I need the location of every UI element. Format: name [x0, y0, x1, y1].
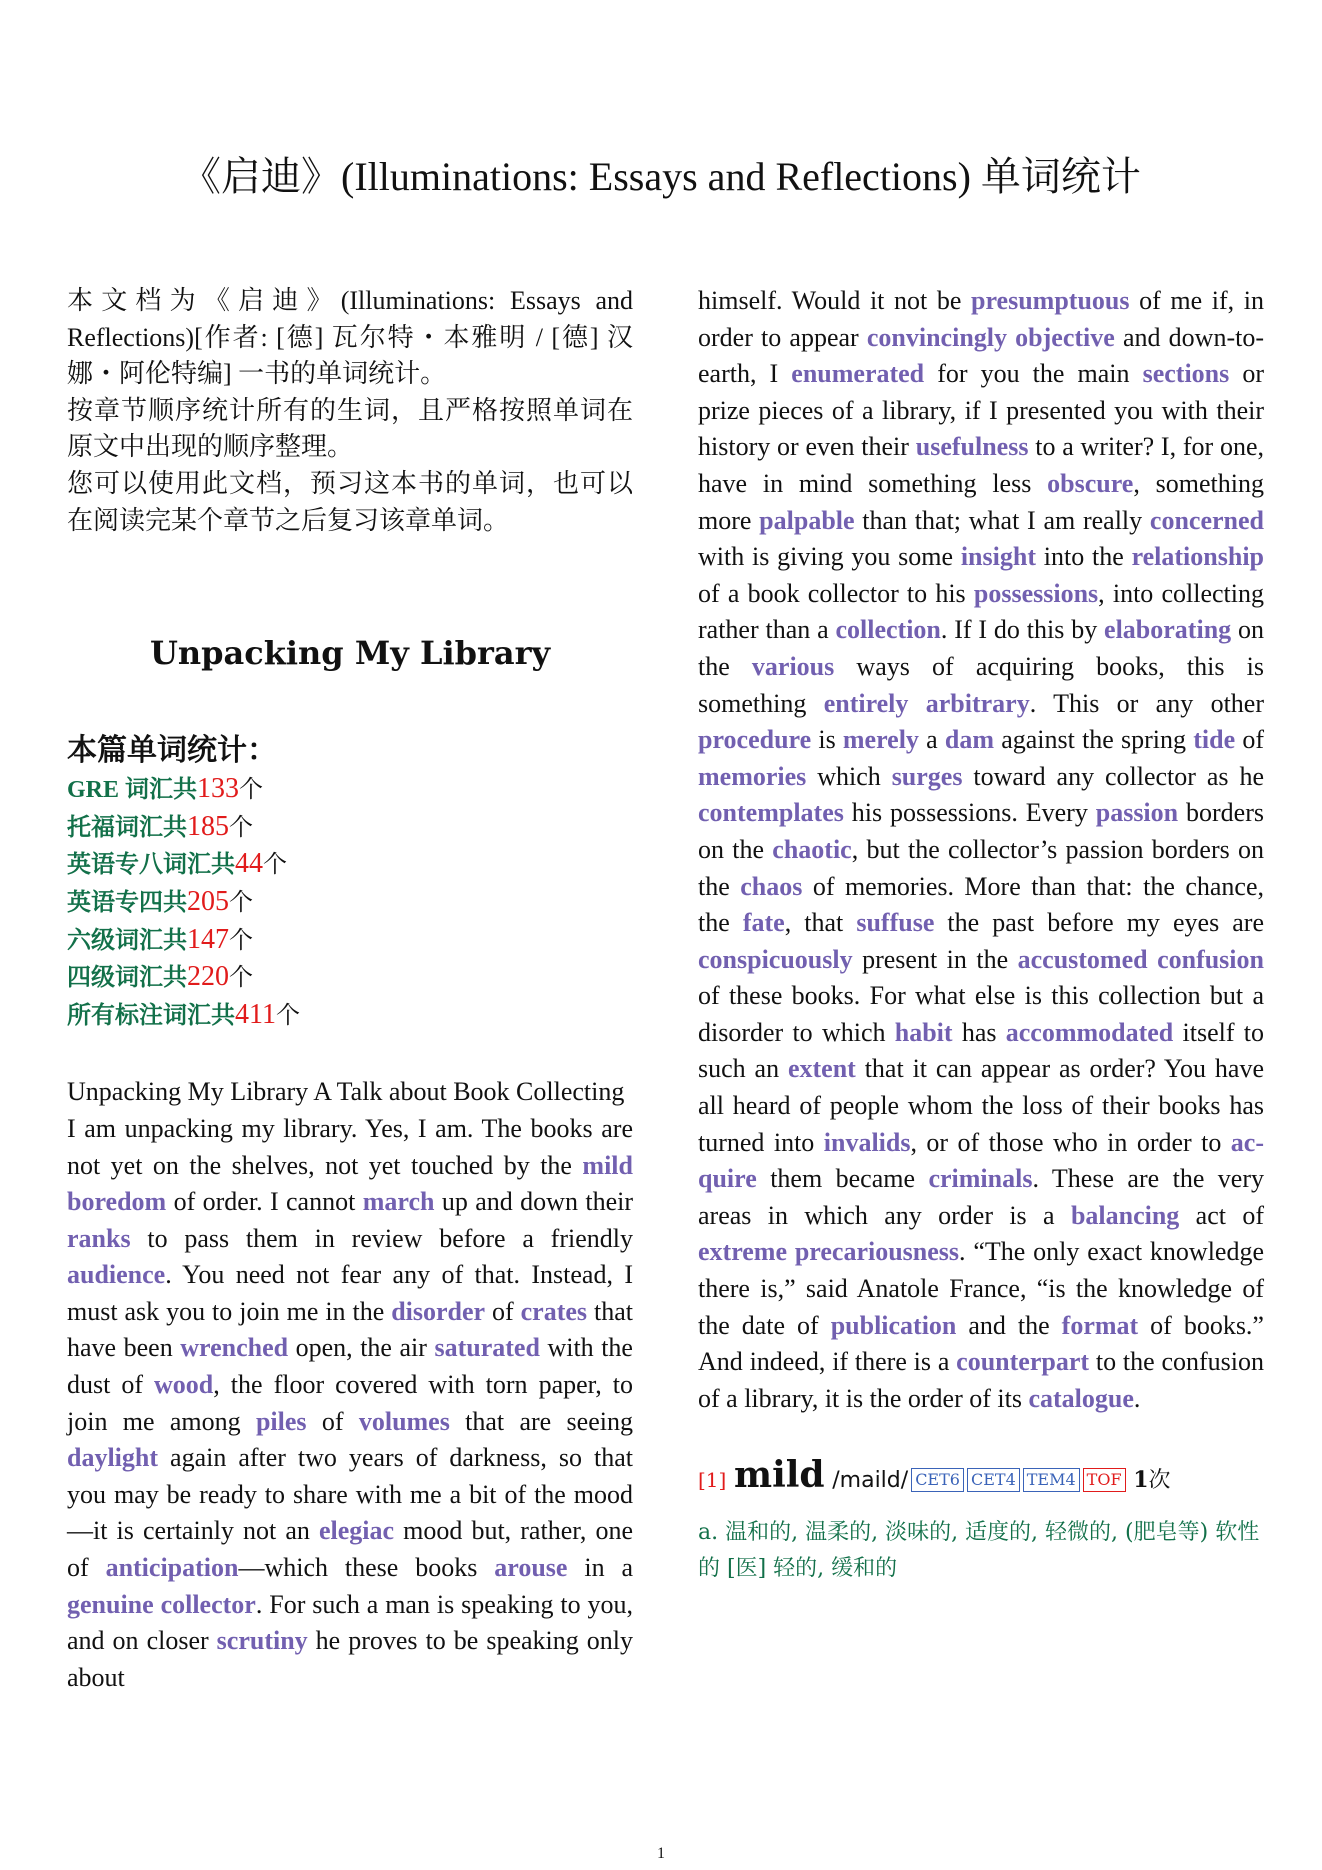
highlighted-word: entirely arbitrary — [823, 688, 1030, 718]
body-text-segment: his possessions. Every — [843, 798, 1096, 828]
highlighted-word: merely — [842, 725, 919, 755]
stat-row — [67, 922, 633, 960]
highlighted-word: possessions — [973, 578, 1099, 608]
highlighted-word: wrenched — [180, 1333, 289, 1363]
body-text-segment: , something more — [698, 468, 1264, 535]
highlighted-word: insight — [960, 542, 1036, 572]
vocab-definition: a. 温和的, 温柔的, 淡味的, 适度的, 轻微的, (肥皂等) 软性的 [医] 轻的, 缓和的 — [698, 1520, 1260, 1582]
body-text-segment: . These are the very areas in which any order is a — [698, 1164, 1265, 1230]
essay-body-left — [67, 1111, 633, 1697]
body-text-segment: of me if, in order to appear — [698, 286, 1264, 352]
highlighted-word: publication — [830, 1310, 957, 1340]
body-text-segment: against the spring — [994, 725, 1194, 755]
highlighted-word: elegiac — [318, 1516, 395, 1546]
body-text-segment: himself. Would it not be — [698, 286, 972, 315]
body-text-segment: for you the main — [924, 359, 1143, 389]
left-column — [67, 283, 633, 1696]
body-text-segment: the past before my eyes are — [934, 908, 1264, 938]
vocab-entry — [698, 1455, 1264, 1587]
body-text-segment: them became — [756, 1164, 929, 1194]
body-text-segment: with is giving you some — [698, 542, 961, 572]
stats-list — [67, 771, 633, 1034]
stat-count: 205 — [187, 885, 229, 917]
body-text-segment: . If I do this by — [940, 615, 1105, 645]
stat-row — [67, 809, 633, 847]
stat-count: 44 — [235, 848, 263, 880]
section-heading: Unpacking My Library — [149, 634, 551, 673]
stat-label: GRE 词汇共 — [67, 777, 198, 804]
body-text-segment: that it can appear as order? You have all heard of people whom the loss of their books has turned into — [698, 1054, 1265, 1157]
body-text-segment: , but the collector’s passion borders on the — [698, 834, 1265, 901]
body-text-segment: —which these books — [238, 1553, 495, 1583]
highlighted-word: daylight — [67, 1443, 159, 1473]
stat-label: 英语专四共 — [67, 889, 187, 916]
stat-unit: 个 — [239, 775, 264, 804]
body-text-segment: on the — [698, 615, 1265, 681]
body-text-segment: present in the — [852, 944, 1018, 974]
stat-unit: 个 — [275, 1000, 300, 1029]
body-text-segment: borders on the — [698, 798, 1264, 864]
body-text-segment: that are seeing — [449, 1406, 633, 1436]
highlighted-word: crates — [520, 1296, 588, 1326]
highlighted-word: ranks — [67, 1223, 131, 1253]
highlighted-word: accommodated — [1005, 1017, 1174, 1047]
body-text-segment: of order. I cannot — [166, 1187, 363, 1217]
highlighted-word: piles — [255, 1406, 307, 1436]
stat-count: 133 — [197, 773, 240, 805]
highlighted-word: palpable — [759, 505, 855, 535]
right-column — [698, 283, 1264, 1587]
highlighted-word: concerned — [1149, 505, 1264, 535]
vocab-frequency-unit: 次 — [1148, 1468, 1171, 1494]
stat-row — [67, 884, 633, 922]
stat-unit: 个 — [263, 850, 287, 879]
highlighted-word: elaborating — [1104, 615, 1232, 645]
body-text-segment: I am unpacking my library. Yes, I am. The books are not yet on the shelves, not yet touched by the — [67, 1113, 633, 1180]
highlighted-word: acquire — [698, 1127, 1265, 1194]
highlighted-word: audience — [67, 1260, 166, 1290]
body-text-segment: is — [811, 725, 843, 755]
body-text-segment: a — [918, 725, 945, 755]
body-text-segment: of a book collector to his — [698, 578, 974, 608]
body-text-segment: up and down their — [434, 1187, 633, 1217]
highlighted-word: sections — [1142, 359, 1230, 389]
highlighted-word: extent — [787, 1054, 856, 1084]
body-text-segment: to the confusion of a library, it is the order of its — [698, 1347, 1264, 1413]
highlighted-word: obscure — [1047, 468, 1134, 498]
body-text-segment: toward any collector as he — [962, 761, 1264, 791]
highlighted-word: procedure — [698, 725, 812, 755]
vocab-frequency: 1 — [1133, 1467, 1149, 1494]
highlighted-word: anticipation — [105, 1553, 239, 1583]
stat-count: 411 — [235, 998, 276, 1030]
highlighted-word: various — [751, 651, 835, 681]
highlighted-word: disorder — [391, 1296, 486, 1326]
stat-row — [67, 771, 633, 809]
body-text-segment: and down-to-earth, I — [698, 322, 1264, 389]
highlighted-word: accustomed confusion — [1017, 944, 1264, 974]
highlighted-word: relationship — [1131, 542, 1264, 572]
body-text-segment: of books.” And indeed, if there is a — [698, 1310, 1264, 1377]
highlighted-word: wood — [154, 1370, 214, 1400]
essay-body-right — [698, 283, 1264, 1417]
intro — [67, 283, 633, 539]
intro-paragraph: 按章节顺序统计所有的生词，且严格按照单词在原文中出现的顺序整理。 — [67, 395, 633, 462]
highlighted-word: convincingly objective — [866, 322, 1115, 352]
stats-heading: 本篇单词统计： — [67, 734, 277, 768]
highlighted-word: memories — [698, 761, 807, 791]
highlighted-word: passion — [1095, 798, 1179, 828]
highlighted-word: collection — [835, 615, 941, 645]
exam-tag: TOF — [1083, 1468, 1126, 1492]
highlighted-word: contemplates — [698, 798, 844, 828]
stat-count: 147 — [187, 923, 229, 955]
vocab-pronunciation: /maild/ — [832, 1468, 909, 1494]
highlighted-word: invalids — [823, 1127, 911, 1157]
body-text-segment: into the — [1035, 542, 1132, 572]
highlighted-word: dam — [944, 725, 995, 755]
highlighted-word: habit — [894, 1017, 953, 1047]
body-text-segment: . This or any other — [1029, 688, 1264, 718]
stat-row — [67, 997, 633, 1035]
highlighted-word: catalogue — [1028, 1383, 1134, 1413]
body-text-segment: of — [1235, 725, 1264, 755]
body-text-segment: that have been — [67, 1296, 633, 1363]
highlighted-word: arouse — [494, 1553, 568, 1583]
body-text-segment: to a writer? I, for one, have in mind something less — [698, 432, 1265, 498]
highlighted-word: fate — [742, 908, 785, 938]
stat-row — [67, 846, 633, 884]
body-text-segment: . — [1133, 1383, 1141, 1413]
body-text-segment: he proves to be speaking only about — [67, 1626, 634, 1692]
body-text-segment: , into collecting rather than a — [698, 578, 1265, 645]
highlighted-word: balancing — [1070, 1200, 1180, 1230]
stat-unit: 个 — [229, 812, 253, 841]
stat-unit: 个 — [229, 963, 253, 992]
highlighted-word: criminals — [928, 1164, 1033, 1194]
body-text-segment: in a — [567, 1553, 633, 1583]
stat-count: 185 — [187, 810, 229, 842]
body-text-segment: mood but, rather, one of — [67, 1516, 633, 1583]
stat-label: 英语专八词汇共 — [67, 852, 235, 879]
highlighted-word: suffuse — [856, 908, 935, 938]
body-text-segment: of — [485, 1296, 521, 1326]
body-text-segment: , the floor covered with torn paper, to join me among — [67, 1370, 633, 1436]
highlighted-word: format — [1061, 1310, 1139, 1340]
stat-unit: 个 — [229, 887, 253, 916]
body-text-segment: of — [306, 1406, 359, 1436]
highlighted-word: usefulness — [915, 432, 1029, 462]
document-title: 《启迪》(Illuminations: Essays and Reflections) 单词统计 — [181, 154, 1141, 199]
highlighted-word: scrutiny — [216, 1626, 308, 1656]
body-text-segment: and the — [956, 1310, 1062, 1340]
exam-tag: CET4 — [967, 1468, 1020, 1492]
body-text-segment: of these books. For what else is this collection but a disorder to which — [698, 981, 1264, 1047]
body-text-segment: . You need not fear any of that. Instead, I must ask you to join me in the — [67, 1260, 633, 1326]
stat-label: 所有标注词汇共 — [67, 1002, 235, 1029]
stat-label: 托福词汇共 — [67, 814, 187, 841]
body-text-segment: has — [952, 1017, 1006, 1047]
body-text-segment: which — [806, 761, 892, 791]
body-text-segment: , that — [784, 908, 857, 938]
body-text-segment: . For such a man is speaking to you, and on closer — [67, 1589, 633, 1656]
vocab-headline — [698, 1455, 1264, 1501]
exam-tag: TEM4 — [1023, 1468, 1080, 1492]
highlighted-word: conspicuously — [698, 944, 853, 974]
body-text-segment: of memories. More than that: the chance, the — [698, 871, 1264, 938]
highlighted-word: chaotic — [772, 834, 852, 864]
body-text-segment: open, the air — [288, 1333, 435, 1363]
body-text-segment: than that; what I am really — [854, 505, 1150, 535]
page-number: 1 — [657, 1845, 665, 1862]
body-text-segment: , or of those who in order to — [910, 1127, 1231, 1157]
body-text-segment: . “The only exact knowledge there is,” said Anatole France, “is the knowledge of the date of — [698, 1237, 1265, 1340]
essay-subtitle: Unpacking My Library A Talk about Book Collecting — [67, 1077, 625, 1107]
vocab-index: [1] — [698, 1468, 727, 1493]
intro-paragraph: 本文档为《启迪》(Illuminations: Essays and Reflections)[作者: [德] 瓦尔特・本雅明 / [德] 汉娜・阿伦特编] 一书的单词统计。 — [67, 286, 633, 389]
highlighted-word: saturated — [434, 1333, 540, 1363]
exam-tag: CET6 — [911, 1468, 964, 1492]
highlighted-word: counterpart — [956, 1347, 1090, 1377]
stat-row — [67, 959, 633, 997]
highlighted-word: genuine collector — [67, 1589, 256, 1619]
body-text-segment: act of — [1179, 1200, 1264, 1230]
highlighted-word: tide — [1193, 725, 1236, 755]
stat-label: 六级词汇共 — [67, 927, 187, 954]
vocab-word: mild — [733, 1454, 825, 1497]
highlighted-word: extreme precariousness — [698, 1237, 960, 1267]
highlighted-word: chaos — [740, 871, 803, 901]
body-text-segment: ways of acquiring books, this is something — [698, 651, 1264, 718]
body-text-segment: or prize pieces of a library, if I presented you with their history or even their — [698, 359, 1264, 462]
body-text-segment: again after two years of darkness, so that you may be ready to share with me a bit of the mood—it is certainly not an — [67, 1443, 633, 1546]
body-text-segment: to pass them in review before a friendly — [130, 1223, 633, 1253]
body-text-segment: with the dust of — [67, 1333, 633, 1400]
stat-label: 四级词汇共 — [67, 965, 187, 992]
highlighted-word: presumptuous — [971, 286, 1130, 315]
body-text-segment: itself to such an — [698, 1017, 1264, 1084]
highlighted-word: surges — [891, 761, 963, 791]
stat-unit: 个 — [229, 925, 253, 954]
highlighted-word: march — [362, 1187, 435, 1217]
intro-paragraph: 您可以使用此文档，预习这本书的单词，也可以在阅读完某个章节之后复习该章单词。 — [67, 468, 633, 535]
highlighted-word: mild boredom — [67, 1150, 633, 1217]
highlighted-word: volumes — [358, 1406, 450, 1436]
stat-count: 220 — [187, 961, 229, 993]
highlighted-word: enumerated — [791, 359, 925, 389]
